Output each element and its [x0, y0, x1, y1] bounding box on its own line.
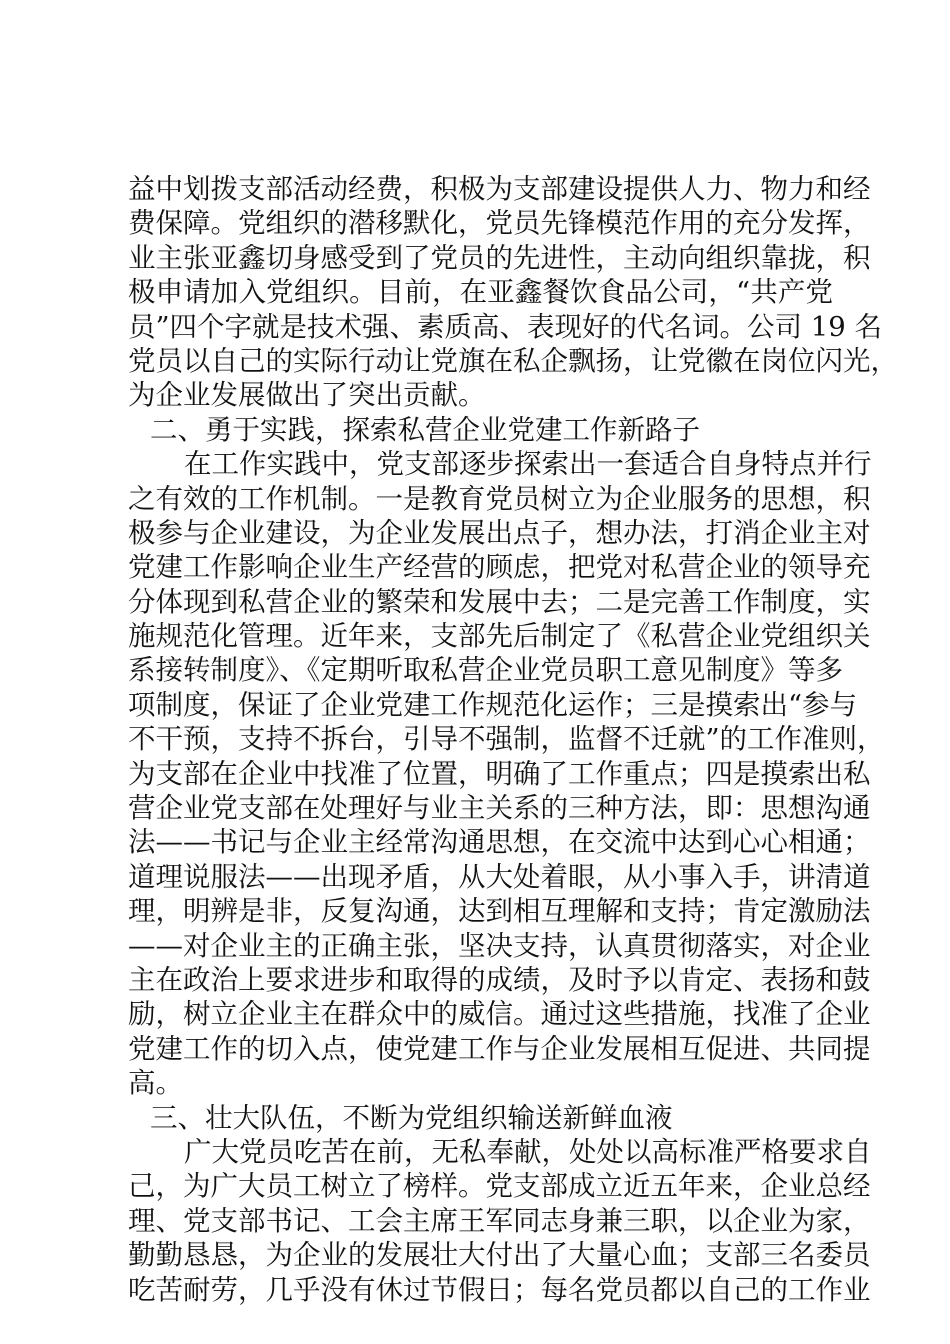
- text-line: 高。: [128, 1067, 183, 1100]
- text-line: 主在政治上要求进步和取得的成绩，及时予以肯定、表扬和鼓: [128, 963, 871, 996]
- text-line: 吃苦耐劳，几乎没有休过节假日；每名党员都以自己的工作业: [128, 1273, 871, 1306]
- text-line: 广大党员吃苦在前，无私奉献，处处以高标准严格要求自: [184, 1135, 872, 1168]
- text-line: 党建工作的切入点，使党建工作与企业发展相互促进、共同提: [128, 1032, 871, 1065]
- paragraph-1: [128, 172, 898, 413]
- text-line: 党员以自己的实际行动让党旗在私企飘扬，让党徽在岗位闪光，: [128, 344, 898, 377]
- text-line: 员”四个字就是技术强、素质高、表现好的代名词。公司 19 名: [128, 310, 883, 343]
- text-line: 不干预，支持不拆台，引导不强制，监督不迁就”的工作准则，: [128, 723, 885, 756]
- text-line: 理，明辨是非，反复沟通，达到相互理解和支持；肯定激励法: [128, 895, 871, 928]
- text-line: 益中划拨支部活动经费，积极为支部建设提供人力、物力和经: [128, 173, 871, 205]
- text-line: 励，树立企业主在群众中的威信。通过这些措施，找准了企业: [128, 998, 871, 1031]
- text-line: 极参与企业建设，为企业发展出点子，想办法，打消企业主对: [128, 516, 871, 549]
- text-line: 党建工作影响企业生产经营的顾虑，把党对私营企业的领导充: [128, 551, 871, 584]
- text-line: 法——书记与企业主经常沟通思想，在交流中达到心心相通；: [128, 826, 871, 859]
- text-line: 分体现到私营企业的繁荣和发展中去；二是完善工作制度，实: [128, 585, 871, 618]
- text-line: 勤勤恳恳，为企业的发展壮大付出了大量心血；支部三名委员: [128, 1239, 871, 1272]
- text-line: 己，为广大员工树立了榜样。党支部成立近五年来，企业总经: [128, 1170, 871, 1203]
- paragraph-2: [128, 447, 885, 1100]
- text-line: 为支部在企业中找准了位置，明确了工作重点；四是摸索出私: [128, 757, 871, 790]
- text-line: 业主张亚鑫切身感受到了党员的先进性，主动向组织靠拢，积: [128, 241, 871, 274]
- section-heading-2: 二、勇于实践，探索私营企业党建工作新路子: [150, 413, 700, 446]
- text-line: 为企业发展做出了突出贡献。: [128, 379, 486, 412]
- section-heading-3: 三、壮大队伍，不断为党组织输送新鲜血液: [150, 1101, 673, 1134]
- text-line: 道理说服法——出现矛盾，从大处着眼，从小事入手，讲清道: [128, 860, 871, 893]
- text-line: 费保障。党组织的潜移默化，党员先锋模范作用的充分发挥，: [128, 207, 871, 240]
- text-line: 之有效的工作机制。一是教育党员树立为企业服务的思想，积: [128, 482, 871, 515]
- paragraph-3: [128, 1135, 872, 1307]
- text-line: 施规范化管理。近年来，支部先后制定了《私营企业党组织关: [128, 620, 871, 653]
- text-line: 极申请加入党组织。目前，在亚鑫餐饮食品公司，“共产党: [128, 276, 833, 309]
- text-line: ——对企业主的正确主张，坚决支持，认真贯彻落实，对企业: [128, 929, 871, 962]
- text-line: 项制度，保证了企业党建工作规范化运作；三是摸索出“参与: [128, 688, 858, 721]
- text-line: 在工作实践中，党支部逐步探索出一套适合自身特点并行: [184, 448, 872, 481]
- document-page: [128, 172, 898, 1307]
- text-line: 营企业党支部在处理好与业主关系的三种方法，即：思想沟通: [128, 792, 871, 825]
- text-line: 系接转制度》、《定期听取私营企业党员职工意见制度》等多: [128, 654, 843, 687]
- text-line: 理、党支部书记、工会主席王军同志身兼三职，以企业为家，: [128, 1204, 871, 1237]
